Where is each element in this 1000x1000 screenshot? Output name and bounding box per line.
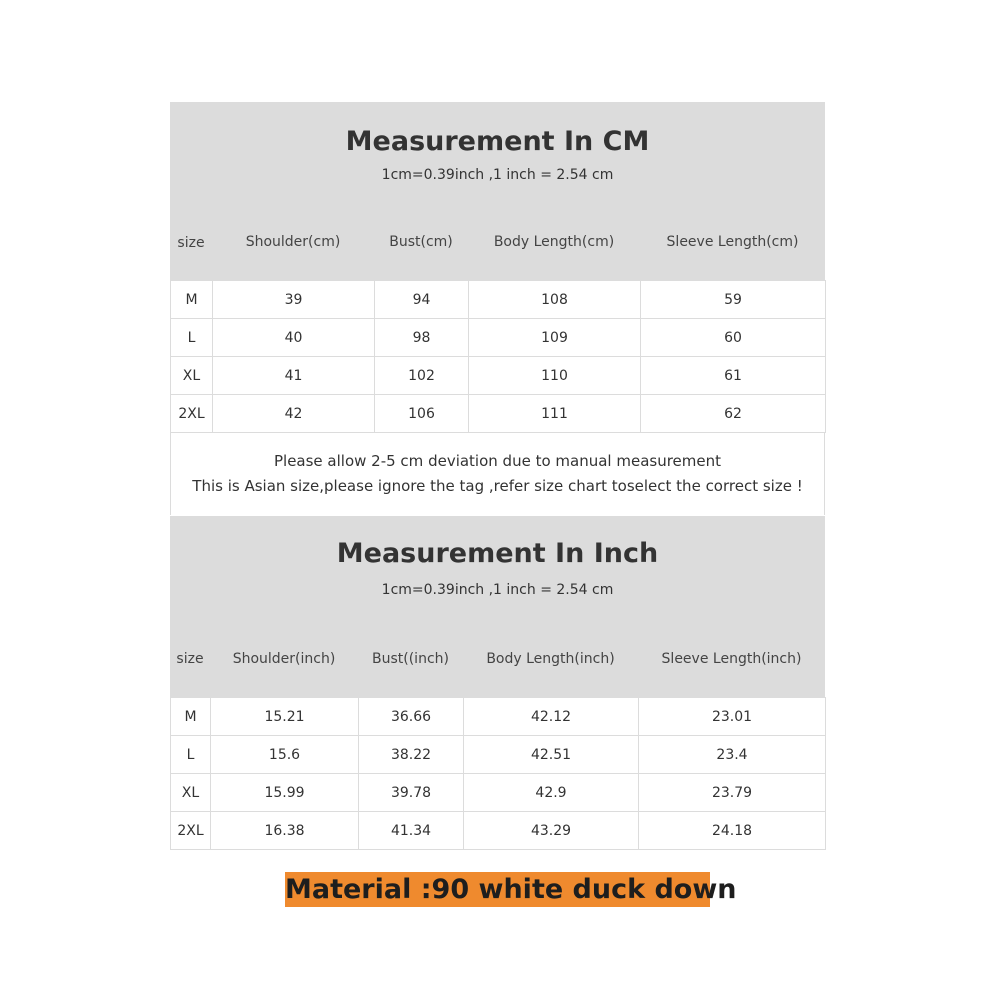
bust-cell: 94 <box>375 281 469 319</box>
body-length-cell: 42.9 <box>464 774 639 812</box>
cm-header-sleeve-length: Sleeve Length(cm) <box>666 234 799 250</box>
bust-cell: 98 <box>375 319 469 357</box>
table-row <box>171 319 826 357</box>
cm-header-shoulder: Shoulder(cm) <box>245 234 341 250</box>
body-length-cell: 109 <box>469 319 641 357</box>
inch-header-shoulder: Shoulder(inch) <box>232 651 336 667</box>
sleeve-length-cell: 62 <box>641 395 826 433</box>
size-cell: L <box>171 319 213 357</box>
inch-header-block <box>170 516 825 697</box>
size-cell: XL <box>171 774 211 812</box>
sleeve-length-cell: 60 <box>641 319 826 357</box>
body-length-cell: 110 <box>469 357 641 395</box>
shoulder-cell: 15.6 <box>211 736 359 774</box>
cm-section <box>170 102 825 515</box>
table-row <box>171 812 826 850</box>
shoulder-cell: 41 <box>213 357 375 395</box>
inch-header-body-length: Body Length(inch) <box>486 651 615 667</box>
size-cell: M <box>171 698 211 736</box>
measurement-notes <box>170 433 825 515</box>
sleeve-length-cell: 23.01 <box>639 698 826 736</box>
shoulder-cell: 39 <box>213 281 375 319</box>
shoulder-cell: 15.21 <box>211 698 359 736</box>
body-length-cell: 108 <box>469 281 641 319</box>
sleeve-length-cell: 61 <box>641 357 826 395</box>
table-row <box>171 357 826 395</box>
sleeve-length-cell: 23.4 <box>639 736 826 774</box>
shoulder-cell: 15.99 <box>211 774 359 812</box>
table-row <box>171 281 826 319</box>
cm-conversion-note: 1cm=0.39inch ,1 inch = 2.54 cm <box>381 167 614 183</box>
inch-header-size: size <box>176 651 204 667</box>
cm-table <box>170 280 826 433</box>
inch-conversion-note: 1cm=0.39inch ,1 inch = 2.54 cm <box>381 582 614 598</box>
inch-title: Measurement In Inch <box>336 538 659 569</box>
cm-header-block <box>170 102 825 280</box>
sleeve-length-cell: 23.79 <box>639 774 826 812</box>
body-length-cell: 111 <box>469 395 641 433</box>
shoulder-cell: 42 <box>213 395 375 433</box>
sleeve-length-cell: 24.18 <box>639 812 826 850</box>
size-cell: M <box>171 281 213 319</box>
table-row <box>171 736 826 774</box>
bust-cell: 106 <box>375 395 469 433</box>
bust-cell: 102 <box>375 357 469 395</box>
bust-cell: 41.34 <box>359 812 464 850</box>
cm-header-bust: Bust(cm) <box>389 234 453 250</box>
material-banner: Material :90 white duck down <box>285 874 737 905</box>
cm-title: Measurement In CM <box>345 126 650 157</box>
size-cell: 2XL <box>171 812 211 850</box>
bust-cell: 38.22 <box>359 736 464 774</box>
body-length-cell: 43.29 <box>464 812 639 850</box>
inch-section <box>170 516 825 850</box>
size-cell: XL <box>171 357 213 395</box>
size-cell: 2XL <box>171 395 213 433</box>
table-row <box>171 698 826 736</box>
bust-cell: 36.66 <box>359 698 464 736</box>
shoulder-cell: 16.38 <box>211 812 359 850</box>
table-row <box>171 774 826 812</box>
inch-table <box>170 697 826 850</box>
inch-header-bust: Bust((inch) <box>372 651 449 667</box>
cm-header-body-length: Body Length(cm) <box>493 234 615 250</box>
inch-header-sleeve-length: Sleeve Length(inch) <box>661 651 802 667</box>
body-length-cell: 42.51 <box>464 736 639 774</box>
body-length-cell: 42.12 <box>464 698 639 736</box>
table-row <box>171 395 826 433</box>
size-cell: L <box>171 736 211 774</box>
sleeve-length-cell: 59 <box>641 281 826 319</box>
deviation-note: Please allow 2-5 cm deviation due to manual measurement <box>273 452 721 470</box>
cm-header-size: size <box>177 235 205 251</box>
shoulder-cell: 40 <box>213 319 375 357</box>
asian-size-note: This is Asian size,please ignore the tag ,refer size chart toselect the correct size ! <box>192 477 803 495</box>
bust-cell: 39.78 <box>359 774 464 812</box>
